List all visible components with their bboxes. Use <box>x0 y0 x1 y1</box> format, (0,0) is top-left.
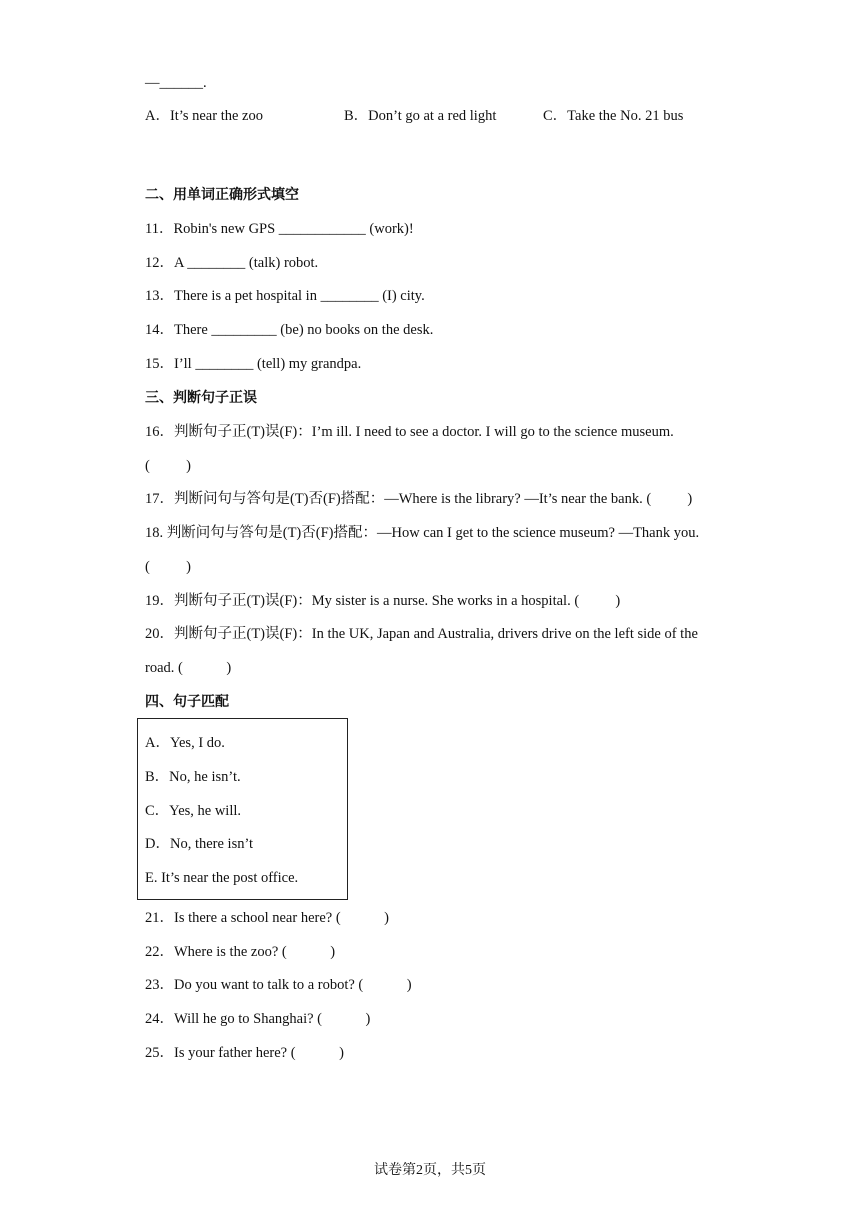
question-18-blank: ( ) <box>145 559 191 575</box>
section2-heading: 二、用单词正确形式填空 <box>145 187 299 203</box>
question-20-continued: road. ( ) <box>145 660 232 676</box>
question-14: 14．There _________ (be) no books on the desk. <box>145 322 434 338</box>
match-option-e: E. It’s near the post office. <box>145 870 299 886</box>
question-22: 22．Where is the zoo? ( ) <box>145 944 336 960</box>
question-23: 23．Do you want to talk to a robot? ( ) <box>145 977 412 993</box>
question-16-blank: ( ) <box>145 458 191 474</box>
match-option-d: D．No, there isn’t <box>145 836 254 852</box>
match-option-b: B．No, he isn’t. <box>145 769 241 785</box>
question-21: 21．Is there a school near here? ( ) <box>145 910 389 926</box>
q10-option-a: A．It’s near the zoo <box>145 108 263 124</box>
question-15: 15．I’ll ________ (tell) my grandpa. <box>145 356 362 372</box>
question-19: 19．判断句子正(T)误(F)：My sister is a nurse. She works in a hospital. ( ) <box>145 593 621 609</box>
question-16: 16．判断句子正(T)误(F)：I’m ill. I need to see a doctor. I will go to the science museum. <box>145 424 674 440</box>
q10-option-b: B．Don’t go at a red light <box>344 108 497 124</box>
question-17: 17．判断问句与答句是(T)否(F)搭配：—Where is the library? —It’s near the bank. ( ) <box>145 491 693 507</box>
q10-answer-blank: —______. <box>145 75 207 91</box>
match-option-c: C．Yes, he will. <box>145 803 242 819</box>
question-20: 20．判断句子正(T)误(F)：In the UK, Japan and Australia, drivers drive on the left side of the <box>145 626 698 642</box>
page-footer: 试卷第2页，共5页 <box>374 1163 486 1178</box>
section4-heading: 四、句子匹配 <box>145 694 229 710</box>
question-12: 12．A ________ (talk) robot. <box>145 255 319 271</box>
question-13: 13．There is a pet hospital in ________ (I) city. <box>145 288 425 304</box>
question-18: 18. 判断问句与答句是(T)否(F)搭配：—How can I get to the science museum? —Thank you. <box>145 525 700 541</box>
q10-option-c: C．Take the No. 21 bus <box>543 108 684 124</box>
question-24: 24．Will he go to Shanghai? ( ) <box>145 1011 371 1027</box>
options-box <box>137 718 348 900</box>
match-option-a: A．Yes, I do. <box>145 735 225 751</box>
question-25: 25．Is your father here? ( ) <box>145 1045 344 1061</box>
section3-heading: 三、判断句子正误 <box>145 390 257 406</box>
question-11: 11．Robin's new GPS ____________ (work)! <box>145 221 414 237</box>
